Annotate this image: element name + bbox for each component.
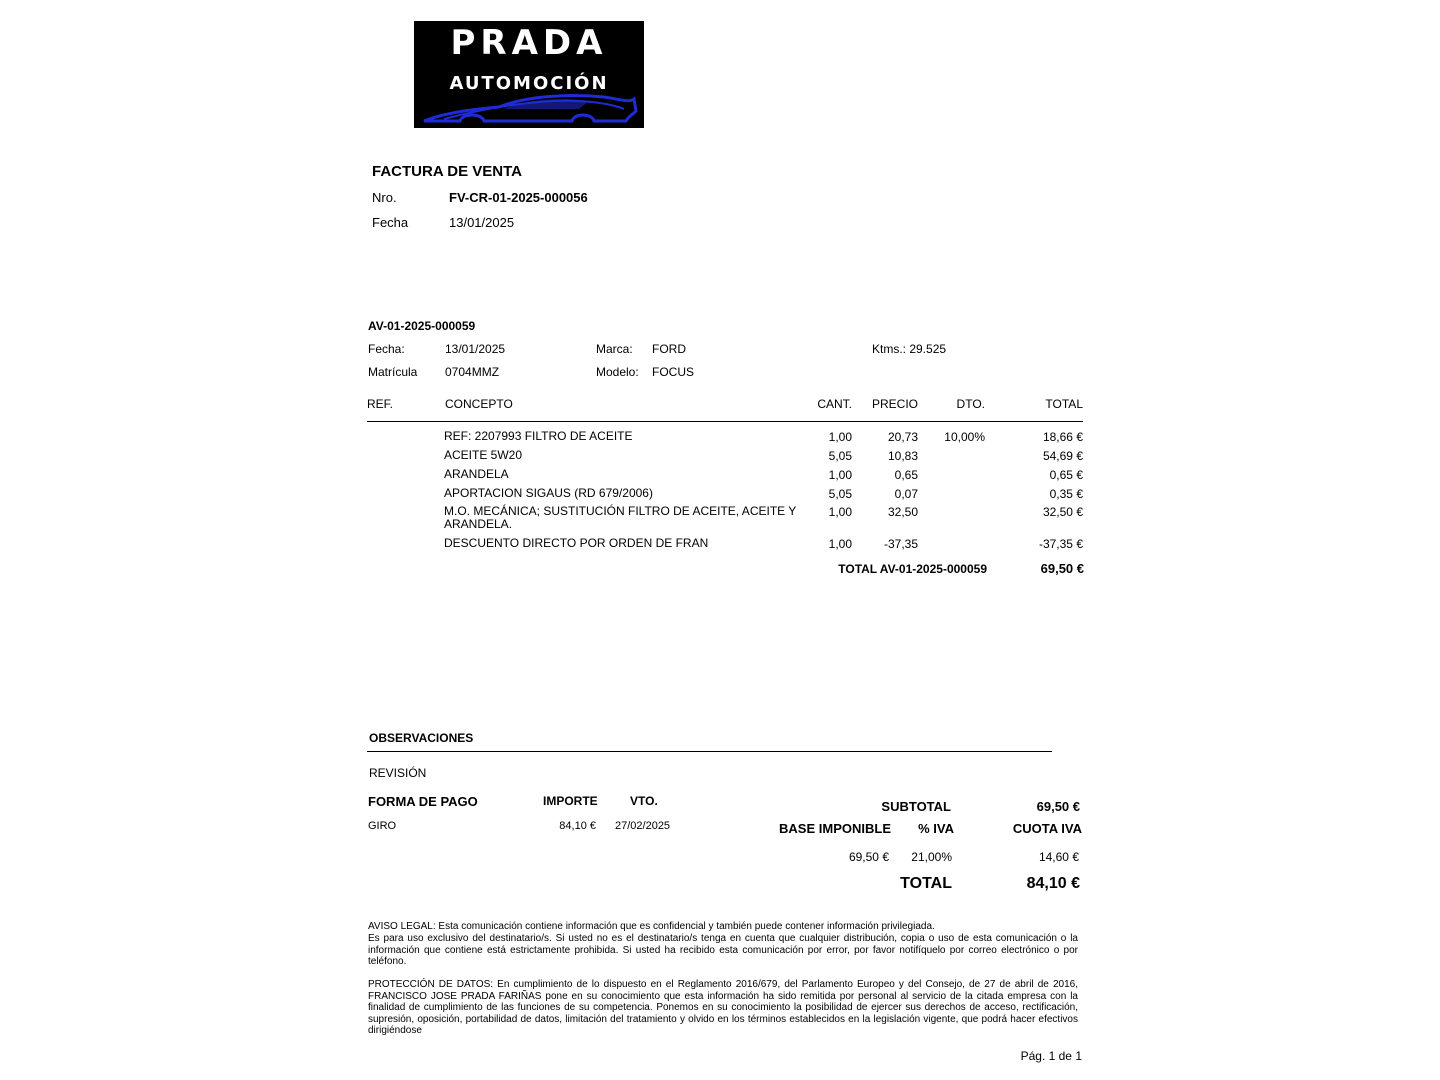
- brand-value: FORD: [652, 342, 686, 356]
- row-concepto: DESCUENTO DIRECTO POR ORDEN DE FRAN: [444, 536, 709, 550]
- row-cant: 1,00: [828, 537, 852, 551]
- col-ref: REF.: [367, 397, 394, 411]
- row-concepto: APORTACION SIGAUS (RD 679/2006): [444, 486, 653, 500]
- plate-label: Matrícula: [368, 365, 418, 379]
- row-precio: 0,65: [894, 468, 918, 482]
- grand-total-label: TOTAL: [900, 875, 952, 892]
- row-precio: -37,35: [883, 537, 918, 551]
- legal-notice-body: Es para uso exclusivo del destinatario/s. Si usted no es el destinatario/s tenga en cuenta que cualquier distribución, copia o uso de esta comunicación o la información que contiene está estrictamente prohibida. Si usted ha recibido esta comunicación por error, por favor notifíquelo por correo electrónico o por teléfono.: [368, 933, 1078, 968]
- payment-method-label: FORMA DE PAGO: [368, 794, 478, 809]
- order-date-label: Fecha:: [368, 342, 405, 356]
- data-protection-notice: PROTECCIÓN DE DATOS: En cumplimiento de lo dispuesto en el Reglamento 2016/679, del Parlamento Europeo y del Consejo, de 27 de abril de 2016, FRANCISCO JOSE PRADA FARIÑAS pone en su conocimiento que esta información ha sido remitida por personal al servicio de la citada empresa con la finalidad de cumplimiento de las funciones de su competencia. Ponemos en su conocimiento la posibilidad de ejercer sus derechos de acceso, rectificación, supresión, oposición, portabilidad de datos, limitación del tratamiento y olvido en los términos establecidos en la legislación vigente, que podrá hacer efectivos dirigiéndose: [368, 979, 1078, 1037]
- row-concepto: REF: 2207993 FILTRO DE ACEITE: [444, 429, 633, 443]
- table-row: [0, 504, 1440, 531]
- vat-rate-value: 21,00%: [911, 850, 952, 864]
- row-cant: 5,05: [828, 449, 852, 463]
- table-header-rule: [367, 421, 1083, 422]
- row-cant: 5,05: [828, 487, 852, 501]
- table-row: [0, 468, 1440, 486]
- invoice-date: 13/01/2025: [449, 215, 515, 230]
- logo-line1: PRADA: [450, 23, 608, 63]
- col-dto: DTO.: [956, 397, 985, 411]
- row-concepto: ACEITE 5W20: [444, 448, 523, 462]
- order-total-value: 69,50 €: [1040, 561, 1084, 576]
- vat-amount-label: CUOTA IVA: [1012, 821, 1082, 836]
- legal-notice: AVISO LEGAL: Esta comunicación contiene información que es confidencial y también puede contener información privilegiada.: [368, 921, 935, 932]
- order-code: AV-01-2025-000059: [368, 319, 476, 333]
- invoice-title: FACTURA DE VENTA: [372, 163, 522, 180]
- col-total: TOTAL: [1045, 397, 1083, 411]
- model-label: Modelo:: [596, 365, 639, 379]
- row-concepto: ARANDELA: [444, 467, 509, 481]
- row-dto: 10,00%: [944, 430, 985, 444]
- mileage: Ktms.: 29.525: [872, 342, 947, 356]
- company-logo: [414, 21, 644, 128]
- payment-amount: 84,10 €: [559, 820, 596, 832]
- row-total: 0,35 €: [1049, 487, 1083, 501]
- invoice-number: FV-CR-01-2025-000056: [449, 190, 588, 205]
- col-concepto: CONCEPTO: [445, 397, 513, 411]
- observations-title: OBSERVACIONES: [369, 731, 474, 745]
- invoice-number-label: Nro.: [372, 190, 397, 205]
- col-precio: PRECIO: [871, 397, 918, 411]
- row-total: 32,50 €: [1042, 505, 1083, 519]
- vat-amount-value: 14,60 €: [1038, 850, 1079, 864]
- table-row: [0, 449, 1440, 467]
- payment-due-date: 27/02/2025: [615, 820, 671, 832]
- row-concepto: M.O. MECÁNICA; SUSTITUCIÓN FILTRO DE ACEITE, ACEITE Y ARANDELA.: [444, 504, 797, 531]
- plate-value: 0704MMZ: [445, 365, 500, 379]
- model-value: FOCUS: [652, 365, 694, 379]
- row-cant: 1,00: [828, 468, 852, 482]
- row-precio: 32,50: [887, 505, 918, 519]
- table-row: [0, 487, 1440, 505]
- invoice-date-label: Fecha: [372, 215, 409, 230]
- observations-text: REVISIÓN: [369, 766, 427, 780]
- row-cant: 1,00: [828, 505, 852, 519]
- observations-rule: [367, 751, 1052, 752]
- brand-label: Marca:: [596, 342, 633, 356]
- subtotal-label: SUBTOTAL: [881, 799, 951, 814]
- row-total: 54,69 €: [1042, 449, 1083, 463]
- grand-total-value: 84,10 €: [1026, 875, 1080, 892]
- payment-due-label: VTO.: [630, 794, 658, 808]
- tax-base-label: BASE IMPONIBLE: [779, 821, 891, 836]
- order-date: 13/01/2025: [445, 342, 506, 356]
- row-cant: 1,00: [828, 430, 852, 444]
- row-precio: 0,07: [894, 487, 918, 501]
- row-precio: 10,83: [887, 449, 918, 463]
- car-silhouette-icon: [414, 91, 644, 128]
- payment-method: GIRO: [368, 820, 397, 832]
- tax-base-value: 69,50 €: [848, 850, 889, 864]
- table-row: [0, 537, 1440, 555]
- page-number: Pág. 1 de 1: [1020, 1049, 1082, 1063]
- table-row: [0, 430, 1440, 448]
- row-total: -37,35 €: [1038, 537, 1083, 551]
- row-total: 0,65 €: [1049, 468, 1083, 482]
- vat-rate-label: % IVA: [918, 821, 954, 836]
- subtotal-value: 69,50 €: [1036, 799, 1080, 814]
- logo-line2: AUTOMOCIÓN: [449, 73, 609, 94]
- row-total: 18,66 €: [1042, 430, 1083, 444]
- col-cant: CANT.: [817, 397, 852, 411]
- payment-amount-label: IMPORTE: [543, 794, 598, 808]
- order-total-label: TOTAL AV-01-2025-000059: [838, 562, 987, 576]
- row-precio: 20,73: [887, 430, 918, 444]
